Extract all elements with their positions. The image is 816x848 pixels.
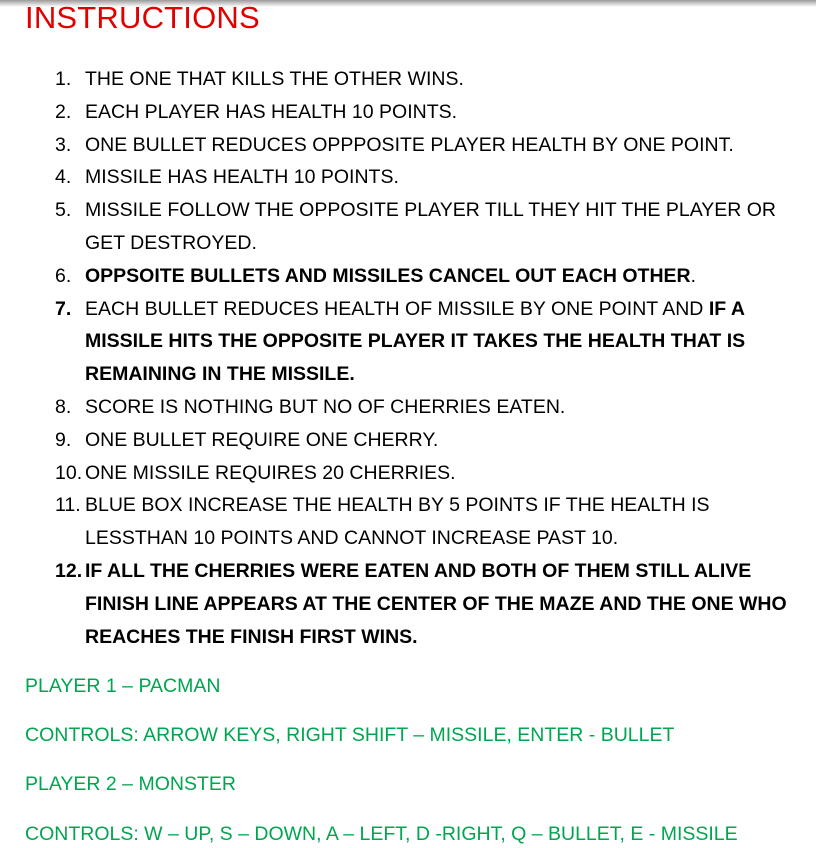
rule-number: 6.: [55, 264, 72, 287]
rule-item-7: [0, 293, 816, 391]
player2-heading: PLAYER 2 – MONSTER: [25, 773, 236, 795]
rule-text-bold: IF A MISSILE HITS THE OPPOSITE PLAYER IT TAKES THE HEALTH THAT IS REMAINING IN THE MISSILE.: [85, 297, 746, 386]
rule-number: 9.: [55, 428, 72, 451]
rule-item-4: [0, 161, 816, 194]
rules-list: [0, 63, 816, 653]
rule-text: .: [690, 264, 697, 287]
rule-number: 12.: [55, 559, 83, 582]
rule-item-11: [0, 489, 816, 555]
rule-item-3: [0, 129, 816, 162]
rule-number: 5.: [55, 199, 72, 222]
rule-number: 3.: [55, 133, 72, 156]
rule-item-8: [0, 391, 816, 424]
rule-text: SCORE IS NOTHING BUT NO OF CHERRIES EATEN.: [85, 395, 566, 418]
player1-heading: PLAYER 1 – PACMAN: [25, 675, 221, 697]
rule-text: ONE BULLET REQUIRE ONE CHERRY.: [85, 428, 439, 451]
rule-item-2: [0, 96, 816, 129]
rule-item-5: [0, 194, 816, 260]
player2-controls: CONTROLS: W – UP, S – DOWN, A – LEFT, D -RIGHT, Q – BULLET, E - MISSILE: [25, 823, 738, 845]
rule-number: 8.: [55, 395, 72, 418]
rule-number: 4.: [55, 166, 72, 189]
rule-text: MISSILE FOLLOW THE OPPOSITE PLAYER TILL THEY HIT THE PLAYER OR GET DESTROYED.: [85, 199, 777, 254]
rule-item-10: [0, 457, 816, 490]
rule-text: ONE MISSILE REQUIRES 20 CHERRIES.: [85, 461, 456, 484]
page-title: INSTRUCTIONS: [25, 0, 260, 35]
rule-item-1: [0, 63, 816, 96]
rule-number: 2.: [55, 100, 72, 123]
rule-text-bold: IF ALL THE CHERRIES WERE EATEN AND BOTH OF THEM STILL ALIVE FINISH LINE APPEARS AT THE CENTER OF THE MAZE AND THE ONE WHO REACHES THE FINISH FIRST WINS.: [85, 559, 787, 648]
player1-controls: CONTROLS: ARROW KEYS, RIGHT SHIFT – MISSILE, ENTER - BULLET: [25, 724, 675, 746]
rule-number: 11.: [55, 494, 81, 517]
rule-item-6: [0, 260, 816, 293]
rule-number: 10.: [55, 461, 83, 484]
rule-text: MISSILE HAS HEALTH 10 POINTS.: [85, 166, 399, 189]
rule-text-bold: OPPSOITE BULLETS AND MISSILES CANCEL OUT EACH OTHER: [85, 264, 691, 287]
rule-number: 1.: [55, 68, 72, 90]
rule-text: THE ONE THAT KILLS THE OTHER WINS.: [85, 68, 464, 90]
rule-item-12: [0, 555, 816, 653]
rule-number: 7.: [55, 297, 72, 320]
rule-text: EACH BULLET REDUCES HEALTH OF MISSILE BY ONE POINT AND: [85, 297, 709, 320]
rule-text: BLUE BOX INCREASE THE HEALTH BY 5 POINTS IF THE HEALTH IS LESSTHAN 10 POINTS AND CANNOT INCREASE PAST 10.: [85, 494, 710, 550]
rule-text: EACH PLAYER HAS HEALTH 10 POINTS.: [85, 100, 458, 123]
rule-item-9: [0, 424, 816, 457]
rule-text: ONE BULLET REDUCES OPPPOSITE PLAYER HEALTH BY ONE POINT.: [85, 133, 734, 156]
